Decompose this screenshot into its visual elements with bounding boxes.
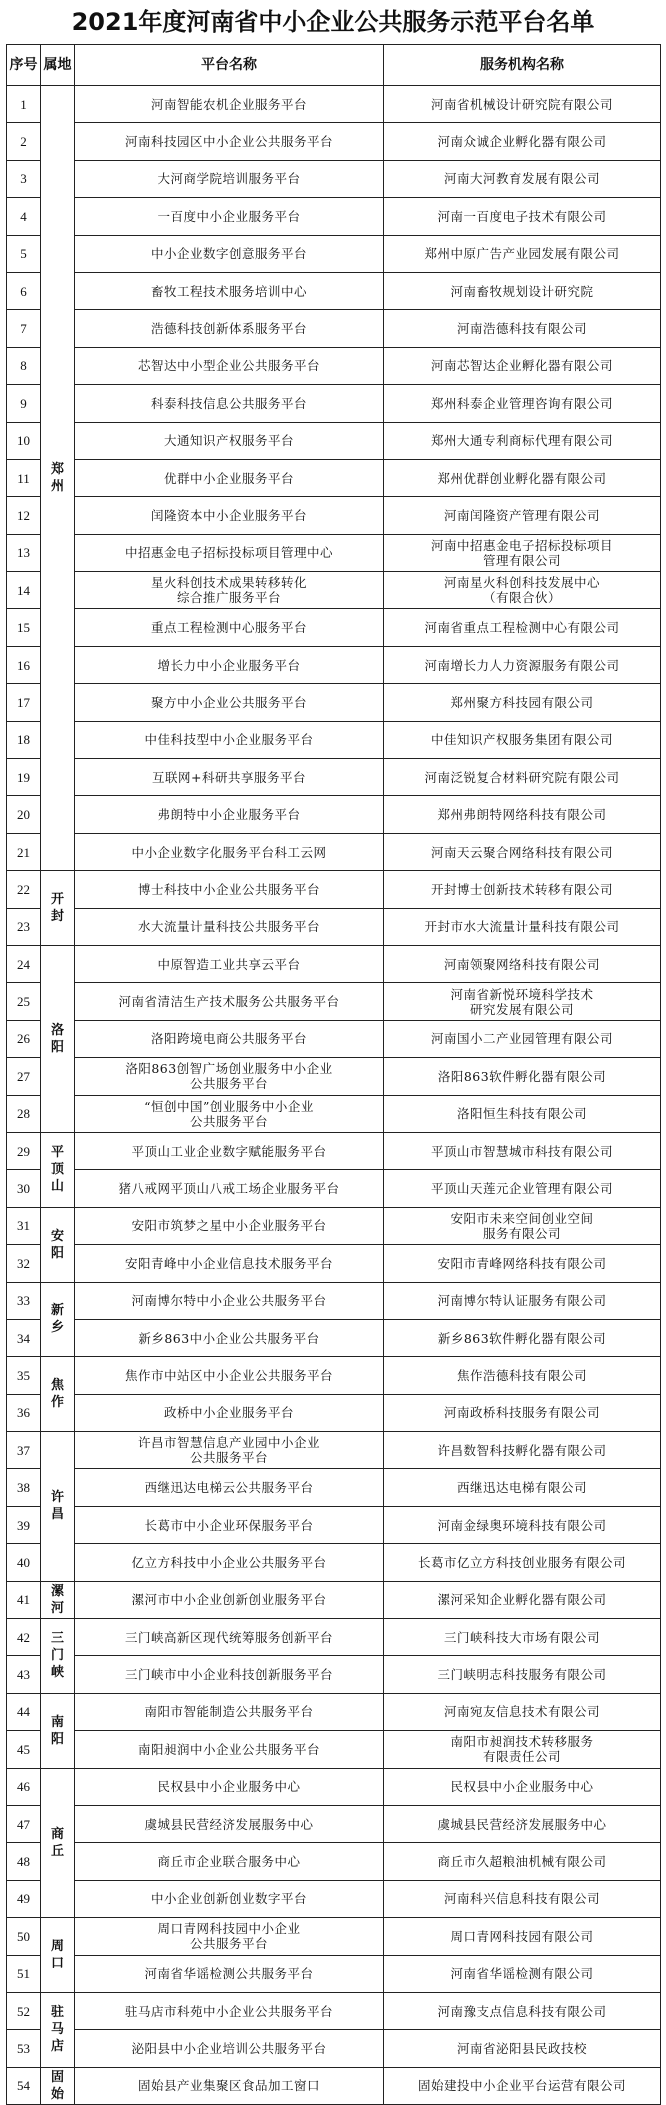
row-index: 21: [7, 833, 41, 870]
platform-name: 大河商学院培训服务平台: [75, 160, 384, 197]
region-cell: [41, 1693, 75, 1768]
platform-name: 河南省清洁生产技术服务公共服务平台: [75, 983, 384, 1020]
table-row: [7, 459, 661, 496]
platform-name: 民权县中小企业服务中心: [75, 1768, 384, 1805]
region-label: 郑州: [50, 462, 64, 495]
region-label: 洛阳: [50, 1022, 64, 1055]
table-row: [7, 646, 661, 683]
table-row: [7, 534, 661, 571]
platform-name: 中小企业数字创意服务平台: [75, 235, 384, 272]
platform-name: 洛阳跨境电商公共服务平台: [75, 1020, 384, 1057]
table-row: [7, 759, 661, 796]
row-index: 36: [7, 1394, 41, 1431]
org-name: 长葛市亿立方科技创业服务有限公司: [384, 1544, 661, 1581]
row-index: 16: [7, 646, 41, 683]
org-name: 商丘市久超粮油机械有限公司: [384, 1843, 661, 1880]
table-row: [7, 945, 661, 982]
table-row: [7, 1544, 661, 1581]
platform-name: 西继迅达电梯云公共服务平台: [75, 1469, 384, 1506]
org-name: 平顶山市智慧城市科技有限公司: [384, 1132, 661, 1169]
platform-name: 大通知识产权服务平台: [75, 422, 384, 459]
org-name: 郑州中原广告产业园发展有限公司: [384, 235, 661, 272]
org-name: 三门峡科技大市场有限公司: [384, 1619, 661, 1656]
table-row: [7, 1432, 661, 1469]
region-label: 南阳: [50, 1714, 64, 1747]
row-index: 39: [7, 1506, 41, 1543]
platform-name: 一百度中小企业服务平台: [75, 198, 384, 235]
row-index: 38: [7, 1469, 41, 1506]
platform-name: 三门峡市中小企业科技创新服务平台: [75, 1656, 384, 1693]
platform-name: 安阳青峰中小企业信息技术服务平台: [75, 1245, 384, 1282]
table-row: [7, 871, 661, 908]
region-cell: [41, 945, 75, 1132]
row-index: 32: [7, 1245, 41, 1282]
platform-name: 虞城县民营经济发展服务中心: [75, 1805, 384, 1842]
platform-name: 新乡863中小企业公共服务平台: [75, 1319, 384, 1356]
org-name: 郑州聚方科技园有限公司: [384, 684, 661, 721]
row-index: 17: [7, 684, 41, 721]
org-name: 安阳市未来空间创业空间 服务有限公司: [384, 1207, 661, 1244]
row-index: 35: [7, 1357, 41, 1394]
row-index: 44: [7, 1693, 41, 1730]
region-label: 安阳: [50, 1228, 64, 1261]
org-name: 焦作浩德科技有限公司: [384, 1357, 661, 1394]
org-name: 漯河采知企业孵化器有限公司: [384, 1581, 661, 1618]
org-name: 周口青网科技园有限公司: [384, 1918, 661, 1955]
row-index: 20: [7, 796, 41, 833]
org-name: 河南大河教育发展有限公司: [384, 160, 661, 197]
row-index: 33: [7, 1282, 41, 1319]
platform-name: 许昌市智慧信息产业园中小企业 公共服务平台: [75, 1432, 384, 1469]
row-index: 28: [7, 1095, 41, 1132]
org-name: 河南星火科创科技发展中心 （有限合伙）: [384, 572, 661, 609]
region-label: 商丘: [50, 1826, 64, 1859]
row-index: 3: [7, 160, 41, 197]
platform-name: 平顶山工业企业数字赋能服务平台: [75, 1132, 384, 1169]
platform-name: 河南博尔特中小企业公共服务平台: [75, 1282, 384, 1319]
table-row: [7, 572, 661, 609]
platform-name: 水大流量计量科技公共服务平台: [75, 908, 384, 945]
table-row: [7, 2067, 661, 2104]
table-row: [7, 422, 661, 459]
org-name: 南阳市昶润技术转移服务 有限责任公司: [384, 1731, 661, 1768]
row-index: 9: [7, 385, 41, 422]
platform-name: 周口青网科技园中小企业 公共服务平台: [75, 1918, 384, 1955]
platform-name: 猪八戒网平顶山八戒工场企业服务平台: [75, 1170, 384, 1207]
org-name: 民权县中小企业服务中心: [384, 1768, 661, 1805]
platform-name: 商丘市企业联合服务中心: [75, 1843, 384, 1880]
org-name: 平顶山天莲元企业管理有限公司: [384, 1170, 661, 1207]
region-cell: [41, 871, 75, 946]
row-index: 26: [7, 1020, 41, 1057]
table-row: [7, 1207, 661, 1244]
table-row: [7, 1843, 661, 1880]
table-row: [7, 497, 661, 534]
region-cell: [41, 1207, 75, 1282]
table-body: [7, 86, 661, 2105]
org-name: 河南省新悦环境科学技术 研究发展有限公司: [384, 983, 661, 1020]
org-name: 河南省重点工程检测中心有限公司: [384, 609, 661, 646]
org-name: 河南豫支点信息科技有限公司: [384, 1992, 661, 2029]
header-org: 服务机构名称: [384, 45, 661, 86]
org-name: 河南博尔特认证服务有限公司: [384, 1282, 661, 1319]
row-index: 50: [7, 1918, 41, 1955]
region-cell: [41, 1132, 75, 1207]
platform-name: 中小企业创新创业数字平台: [75, 1880, 384, 1917]
org-name: 河南省华谣检测有限公司: [384, 1955, 661, 1992]
platform-name: 浩德科技创新体系服务平台: [75, 310, 384, 347]
table-row: [7, 272, 661, 309]
row-index: 45: [7, 1731, 41, 1768]
table-header-row: [7, 45, 661, 86]
org-name: 河南众诚企业孵化器有限公司: [384, 123, 661, 160]
header-platform: 平台名称: [75, 45, 384, 86]
org-name: 西继迅达电梯有限公司: [384, 1469, 661, 1506]
region-cell: [41, 1619, 75, 1694]
table-row: [7, 1656, 661, 1693]
table-row: [7, 1731, 661, 1768]
row-index: 29: [7, 1132, 41, 1169]
table-row: [7, 908, 661, 945]
region-cell: [41, 1432, 75, 1582]
row-index: 46: [7, 1768, 41, 1805]
org-name: 开封市水大流量计量科技有限公司: [384, 908, 661, 945]
platform-name: 博士科技中小企业公共服务平台: [75, 871, 384, 908]
row-index: 34: [7, 1319, 41, 1356]
table-row: [7, 2030, 661, 2067]
platform-name: 科泰科技信息公共服务平台: [75, 385, 384, 422]
platform-name: 闰隆资本中小企业服务平台: [75, 497, 384, 534]
region-label: 平顶山: [50, 1145, 64, 1195]
platform-name: 重点工程检测中心服务平台: [75, 609, 384, 646]
row-index: 8: [7, 347, 41, 384]
header-index: 序号: [7, 45, 41, 86]
row-index: 11: [7, 459, 41, 496]
platform-name: 中原智造工业共享云平台: [75, 945, 384, 982]
table-row: [7, 235, 661, 272]
table-row: [7, 1020, 661, 1057]
platform-name: 南阳昶润中小企业公共服务平台: [75, 1731, 384, 1768]
row-index: 41: [7, 1581, 41, 1618]
table-row: [7, 796, 661, 833]
table-row: [7, 1768, 661, 1805]
org-name: 河南畜牧规划设计研究院: [384, 272, 661, 309]
platform-name: 政桥中小企业服务平台: [75, 1394, 384, 1431]
region-label: 新乡: [50, 1303, 64, 1336]
row-index: 15: [7, 609, 41, 646]
table-row: [7, 1805, 661, 1842]
row-index: 27: [7, 1058, 41, 1095]
row-index: 1: [7, 86, 41, 123]
table-row: [7, 198, 661, 235]
row-index: 5: [7, 235, 41, 272]
region-label: 固始: [50, 2069, 64, 2102]
row-index: 23: [7, 908, 41, 945]
table-row: [7, 1058, 661, 1095]
region-cell: [41, 86, 75, 871]
org-name: 虞城县民营经济发展服务中心: [384, 1805, 661, 1842]
table-row: [7, 1581, 661, 1618]
row-index: 7: [7, 310, 41, 347]
org-name: 新乡863软件孵化器有限公司: [384, 1319, 661, 1356]
row-index: 47: [7, 1805, 41, 1842]
table-row: [7, 833, 661, 870]
table-row: [7, 1955, 661, 1992]
org-name: 河南省泌阳县民政技校: [384, 2030, 661, 2067]
table-row: [7, 310, 661, 347]
row-index: 52: [7, 1992, 41, 2029]
table-row: [7, 1282, 661, 1319]
platform-name: 星火科创技术成果转移转化 综合推广服务平台: [75, 572, 384, 609]
platform-name: 长葛市中小企业环保服务平台: [75, 1506, 384, 1543]
platform-name: 中佳科技型中小企业服务平台: [75, 721, 384, 758]
platform-name: 洛阳863创智广场创业服务中小企业 公共服务平台: [75, 1058, 384, 1095]
platform-name: 安阳市筑梦之星中小企业服务平台: [75, 1207, 384, 1244]
row-index: 24: [7, 945, 41, 982]
table-row: [7, 609, 661, 646]
table-row: [7, 983, 661, 1020]
org-name: 郑州弗朗特网络科技有限公司: [384, 796, 661, 833]
region-cell: [41, 1918, 75, 1993]
platform-list-table: [6, 44, 661, 2105]
region-cell: [41, 1581, 75, 1618]
platform-name: 焦作市中站区中小企业公共服务平台: [75, 1357, 384, 1394]
region-label: 周口: [50, 1939, 64, 1972]
row-index: 14: [7, 572, 41, 609]
platform-name: 三门峡高新区现代统筹服务创新平台: [75, 1619, 384, 1656]
org-name: 洛阳863软件孵化器有限公司: [384, 1058, 661, 1095]
region-cell: [41, 1357, 75, 1432]
platform-name: 聚方中小企业公共服务平台: [75, 684, 384, 721]
row-index: 31: [7, 1207, 41, 1244]
region-cell: [41, 1768, 75, 1918]
row-index: 37: [7, 1432, 41, 1469]
org-name: 河南中招惠金电子招标投标项目 管理有限公司: [384, 534, 661, 571]
row-index: 54: [7, 2067, 41, 2104]
org-name: 河南领聚网络科技有限公司: [384, 945, 661, 982]
row-index: 13: [7, 534, 41, 571]
platform-name: “恒创中国”创业服务中小企业 公共服务平台: [75, 1095, 384, 1132]
table-row: [7, 1992, 661, 2029]
table-row: [7, 385, 661, 422]
org-name: 郑州大通专利商标代理有限公司: [384, 422, 661, 459]
org-name: 河南浩德科技有限公司: [384, 310, 661, 347]
org-name: 河南泛锐复合材料研究院有限公司: [384, 759, 661, 796]
org-name: 郑州优群创业孵化器有限公司: [384, 459, 661, 496]
table-row: [7, 1880, 661, 1917]
region-cell: [41, 1992, 75, 2067]
region-cell: [41, 1282, 75, 1357]
org-name: 三门峡明志科技服务有限公司: [384, 1656, 661, 1693]
org-name: 河南政桥科技服务有限公司: [384, 1394, 661, 1431]
org-name: 河南宛友信息技术有限公司: [384, 1693, 661, 1730]
region-label: 驻马店: [50, 2005, 64, 2055]
region-label: 三门峡: [50, 1631, 64, 1681]
platform-name: 漯河市中小企业创新创业服务平台: [75, 1581, 384, 1618]
region-cell: [41, 2067, 75, 2104]
table-row: [7, 1469, 661, 1506]
org-name: 河南省机械设计研究院有限公司: [384, 86, 661, 123]
org-name: 安阳市青峰网络科技有限公司: [384, 1245, 661, 1282]
platform-name: 河南省华谣检测公共服务平台: [75, 1955, 384, 1992]
table-row: [7, 1170, 661, 1207]
org-name: 许昌数智科技孵化器有限公司: [384, 1432, 661, 1469]
table-row: [7, 1132, 661, 1169]
row-index: 43: [7, 1656, 41, 1693]
platform-name: 南阳市智能制造公共服务平台: [75, 1693, 384, 1730]
platform-name: 固始县产业集聚区食品加工窗口: [75, 2067, 384, 2104]
table-row: [7, 1506, 661, 1543]
org-name: 河南国小二产业园管理有限公司: [384, 1020, 661, 1057]
table-row: [7, 1619, 661, 1656]
platform-name: 芯智达中小型企业公共服务平台: [75, 347, 384, 384]
org-name: 河南天云聚合网络科技有限公司: [384, 833, 661, 870]
platform-name: 弗朗特中小企业服务平台: [75, 796, 384, 833]
row-index: 4: [7, 198, 41, 235]
row-index: 30: [7, 1170, 41, 1207]
platform-name: 亿立方科技中小企业公共服务平台: [75, 1544, 384, 1581]
header-region: 属地: [41, 45, 75, 86]
org-name: 河南增长力人力资源服务有限公司: [384, 646, 661, 683]
org-name: 郑州科泰企业管理咨询有限公司: [384, 385, 661, 422]
org-name: 河南闰隆资产管理有限公司: [384, 497, 661, 534]
platform-name: 增长力中小企业服务平台: [75, 646, 384, 683]
platform-name: 中招惠金电子招标投标项目管理中心: [75, 534, 384, 571]
row-index: 10: [7, 422, 41, 459]
page-title: 2021年度河南省中小企业公共服务示范平台名单: [71, 8, 595, 36]
table-row: [7, 123, 661, 160]
org-name: 河南金绿奥环境科技有限公司: [384, 1506, 661, 1543]
row-index: 19: [7, 759, 41, 796]
row-index: 25: [7, 983, 41, 1020]
row-index: 2: [7, 123, 41, 160]
region-label: 开封: [50, 892, 64, 925]
table-row: [7, 721, 661, 758]
table-row: [7, 684, 661, 721]
row-index: 42: [7, 1619, 41, 1656]
region-label: 漯河: [50, 1583, 64, 1616]
org-name: 河南芯智达企业孵化器有限公司: [384, 347, 661, 384]
platform-name: 中小企业数字化服务平台科工云网: [75, 833, 384, 870]
org-name: 固始建投中小企业平台运营有限公司: [384, 2067, 661, 2104]
row-index: 12: [7, 497, 41, 534]
table-row: [7, 1918, 661, 1955]
platform-name: 驻马店市科苑中小企业公共服务平台: [75, 1992, 384, 2029]
table-row: [7, 1693, 661, 1730]
platform-name: 泌阳县中小企业培训公共服务平台: [75, 2030, 384, 2067]
region-label: 焦作: [50, 1378, 64, 1411]
table-row: [7, 1245, 661, 1282]
row-index: 40: [7, 1544, 41, 1581]
table-row: [7, 1095, 661, 1132]
row-index: 51: [7, 1955, 41, 1992]
table-row: [7, 160, 661, 197]
org-name: 河南一百度电子技术有限公司: [384, 198, 661, 235]
row-index: 49: [7, 1880, 41, 1917]
row-index: 48: [7, 1843, 41, 1880]
platform-name: 河南智能农机企业服务平台: [75, 86, 384, 123]
platform-name: 畜牧工程技术服务培训中心: [75, 272, 384, 309]
row-index: 18: [7, 721, 41, 758]
platform-name: 优群中小企业服务平台: [75, 459, 384, 496]
platform-name: 河南科技园区中小企业公共服务平台: [75, 123, 384, 160]
table-row: [7, 347, 661, 384]
org-name: 河南科兴信息科技有限公司: [384, 1880, 661, 1917]
platform-name: 互联网+科研共享服务平台: [75, 759, 384, 796]
table-row: [7, 86, 661, 123]
row-index: 53: [7, 2030, 41, 2067]
region-label: 许昌: [50, 1490, 64, 1523]
row-index: 22: [7, 871, 41, 908]
org-name: 中佳知识产权服务集团有限公司: [384, 721, 661, 758]
table-row: [7, 1394, 661, 1431]
table-row: [7, 1319, 661, 1356]
org-name: 开封博士创新技术转移有限公司: [384, 871, 661, 908]
org-name: 洛阳恒生科技有限公司: [384, 1095, 661, 1132]
row-index: 6: [7, 272, 41, 309]
table-row: [7, 1357, 661, 1394]
